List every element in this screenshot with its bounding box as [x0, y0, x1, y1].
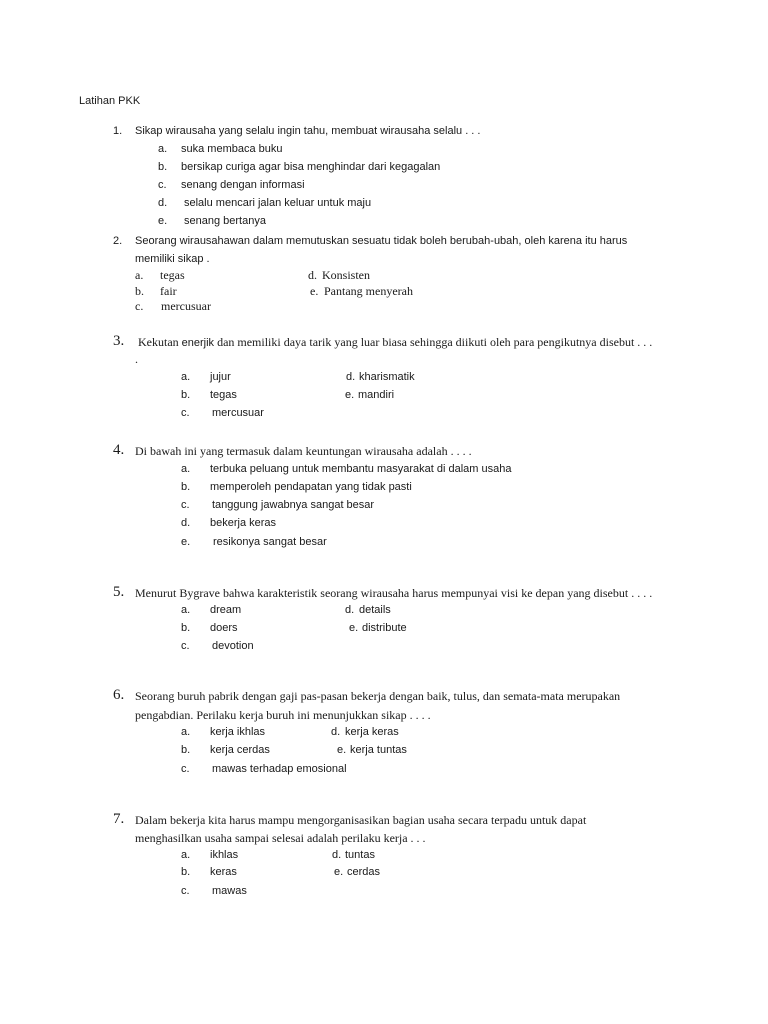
option-text: Pantang menyerah: [324, 284, 413, 298]
option-letter: e.: [345, 389, 355, 401]
question-text: menghasilkan usaha sampai selesai adalah perilaku kerja . . .: [135, 831, 426, 845]
option-text: mercusuar: [212, 407, 264, 419]
option-text: kerja cerdas: [210, 744, 270, 756]
option-letter: a.: [181, 726, 191, 738]
option-text: cerdas: [347, 866, 381, 878]
option-letter: a.: [181, 604, 191, 616]
option-letter: e.: [181, 536, 191, 548]
question-text: memiliki sikap .: [135, 253, 210, 265]
option-text: tanggung jawabnya sangat besar: [212, 499, 375, 511]
option-text: keras: [210, 866, 237, 878]
option-text: tegas: [160, 268, 185, 282]
option-letter: d.: [346, 371, 356, 383]
option-text: ikhlas: [210, 849, 239, 861]
option-letter: b.: [135, 284, 144, 298]
option-text: kharismatik: [359, 371, 415, 383]
option-text: kerja keras: [345, 726, 399, 738]
option-text: bekerja keras: [210, 517, 277, 529]
option-text: jujur: [210, 371, 231, 383]
page-title: Latihan PKK: [79, 95, 141, 107]
option-letter: c.: [181, 499, 190, 511]
option-text: mawas: [212, 885, 247, 897]
option-text: kerja ikhlas: [210, 726, 266, 738]
option-letter: d.: [308, 268, 317, 282]
question-text: Menurut Bygrave bahwa karakteristik seorang wirausaha harus mempunyai visi ke depan yang disebut . . . .: [135, 586, 653, 600]
question-number: 2.: [113, 235, 123, 247]
option-text: mercusuar: [161, 299, 211, 313]
option-letter: d.: [331, 726, 341, 738]
question-text: Seorang buruh pabrik dengan gaji pas-pasan bekerja dengan baik, tulus, dan semata-mata merupakan: [135, 689, 621, 703]
option-letter: c.: [181, 407, 190, 419]
option-letter: c.: [181, 640, 190, 652]
option-letter: b.: [181, 389, 191, 401]
option-letter: a.: [181, 371, 191, 383]
option-letter: d.: [158, 197, 168, 209]
question-text: Dalam bekerja kita harus mampu mengorganisasikan bagian usaha secara terpadu untuk dapat: [135, 813, 587, 827]
question-text: Sikap wirausaha yang selalu ingin tahu, membuat wirausaha selalu . . .: [135, 125, 481, 137]
option-letter: b.: [181, 866, 191, 878]
option-text: dream: [210, 604, 242, 616]
option-text: senang dengan informasi: [181, 179, 305, 191]
option-text: details: [359, 604, 391, 616]
option-text: bersikap curiga agar bisa menghindar dari kegagalan: [181, 161, 441, 173]
option-letter: b.: [158, 161, 168, 173]
option-text: tegas: [210, 389, 237, 401]
option-text: resikonya sangat besar: [213, 536, 327, 548]
option-text: senang bertanya: [184, 215, 266, 227]
option-text: suka membaca buku: [181, 143, 283, 155]
option-letter: c.: [135, 299, 144, 313]
option-letter: c.: [181, 885, 190, 897]
option-letter: c.: [181, 763, 190, 775]
option-text: Konsisten: [322, 268, 370, 282]
option-letter: b.: [181, 622, 191, 634]
option-text: doers: [210, 622, 238, 634]
option-letter: a.: [181, 849, 191, 861]
question-number: 6.: [113, 687, 125, 703]
option-letter: e.: [310, 284, 319, 298]
option-letter: e.: [158, 215, 168, 227]
question-number: 7.: [113, 811, 125, 827]
question-number: 5.: [113, 584, 125, 600]
option-letter: e.: [334, 866, 344, 878]
option-text: kerja tuntas: [350, 744, 407, 756]
option-text: mawas terhadap emosional: [212, 763, 347, 775]
option-text: mandiri: [358, 389, 395, 401]
option-text: terbuka peluang untuk membantu masyarakat di dalam usaha: [210, 463, 512, 475]
option-letter: e.: [337, 744, 347, 756]
option-letter: d.: [181, 517, 191, 529]
option-letter: b.: [181, 744, 191, 756]
option-text: devotion: [212, 640, 254, 652]
question-number: 1.: [113, 125, 123, 137]
option-text: selalu mencari jalan keluar untuk maju: [184, 197, 372, 209]
option-text: distribute: [362, 622, 407, 634]
question-text: pengabdian. Perilaku kerja buruh ini menunjukkan sikap . . . .: [135, 708, 431, 722]
option-text: fair: [160, 284, 177, 298]
question-number: 4.: [113, 442, 125, 458]
option-letter: a.: [135, 268, 144, 282]
option-letter: d.: [332, 849, 342, 861]
question-text: Seorang wirausahawan dalam memutuskan sesuatu tidak boleh berubah-ubah, oleh karena itu harus: [135, 235, 628, 247]
option-letter: c.: [158, 179, 167, 191]
option-letter: a.: [158, 143, 168, 155]
question-text: Kekutan enerjik dan memiliki daya tarik yang luar biasa sehingga diikuti oleh para pengikutnya disebut . . .: [138, 335, 653, 349]
question-number: 3.: [113, 333, 125, 349]
option-text: memperoleh pendapatan yang tidak pasti: [210, 481, 412, 493]
option-letter: d.: [345, 604, 355, 616]
option-text: tuntas: [345, 849, 375, 861]
option-letter: e.: [349, 622, 359, 634]
option-letter: b.: [181, 481, 191, 493]
question-text: Di bawah ini yang termasuk dalam keuntungan wirausaha adalah . . . .: [135, 444, 472, 458]
option-letter: a.: [181, 463, 191, 475]
question-text: .: [135, 352, 138, 366]
